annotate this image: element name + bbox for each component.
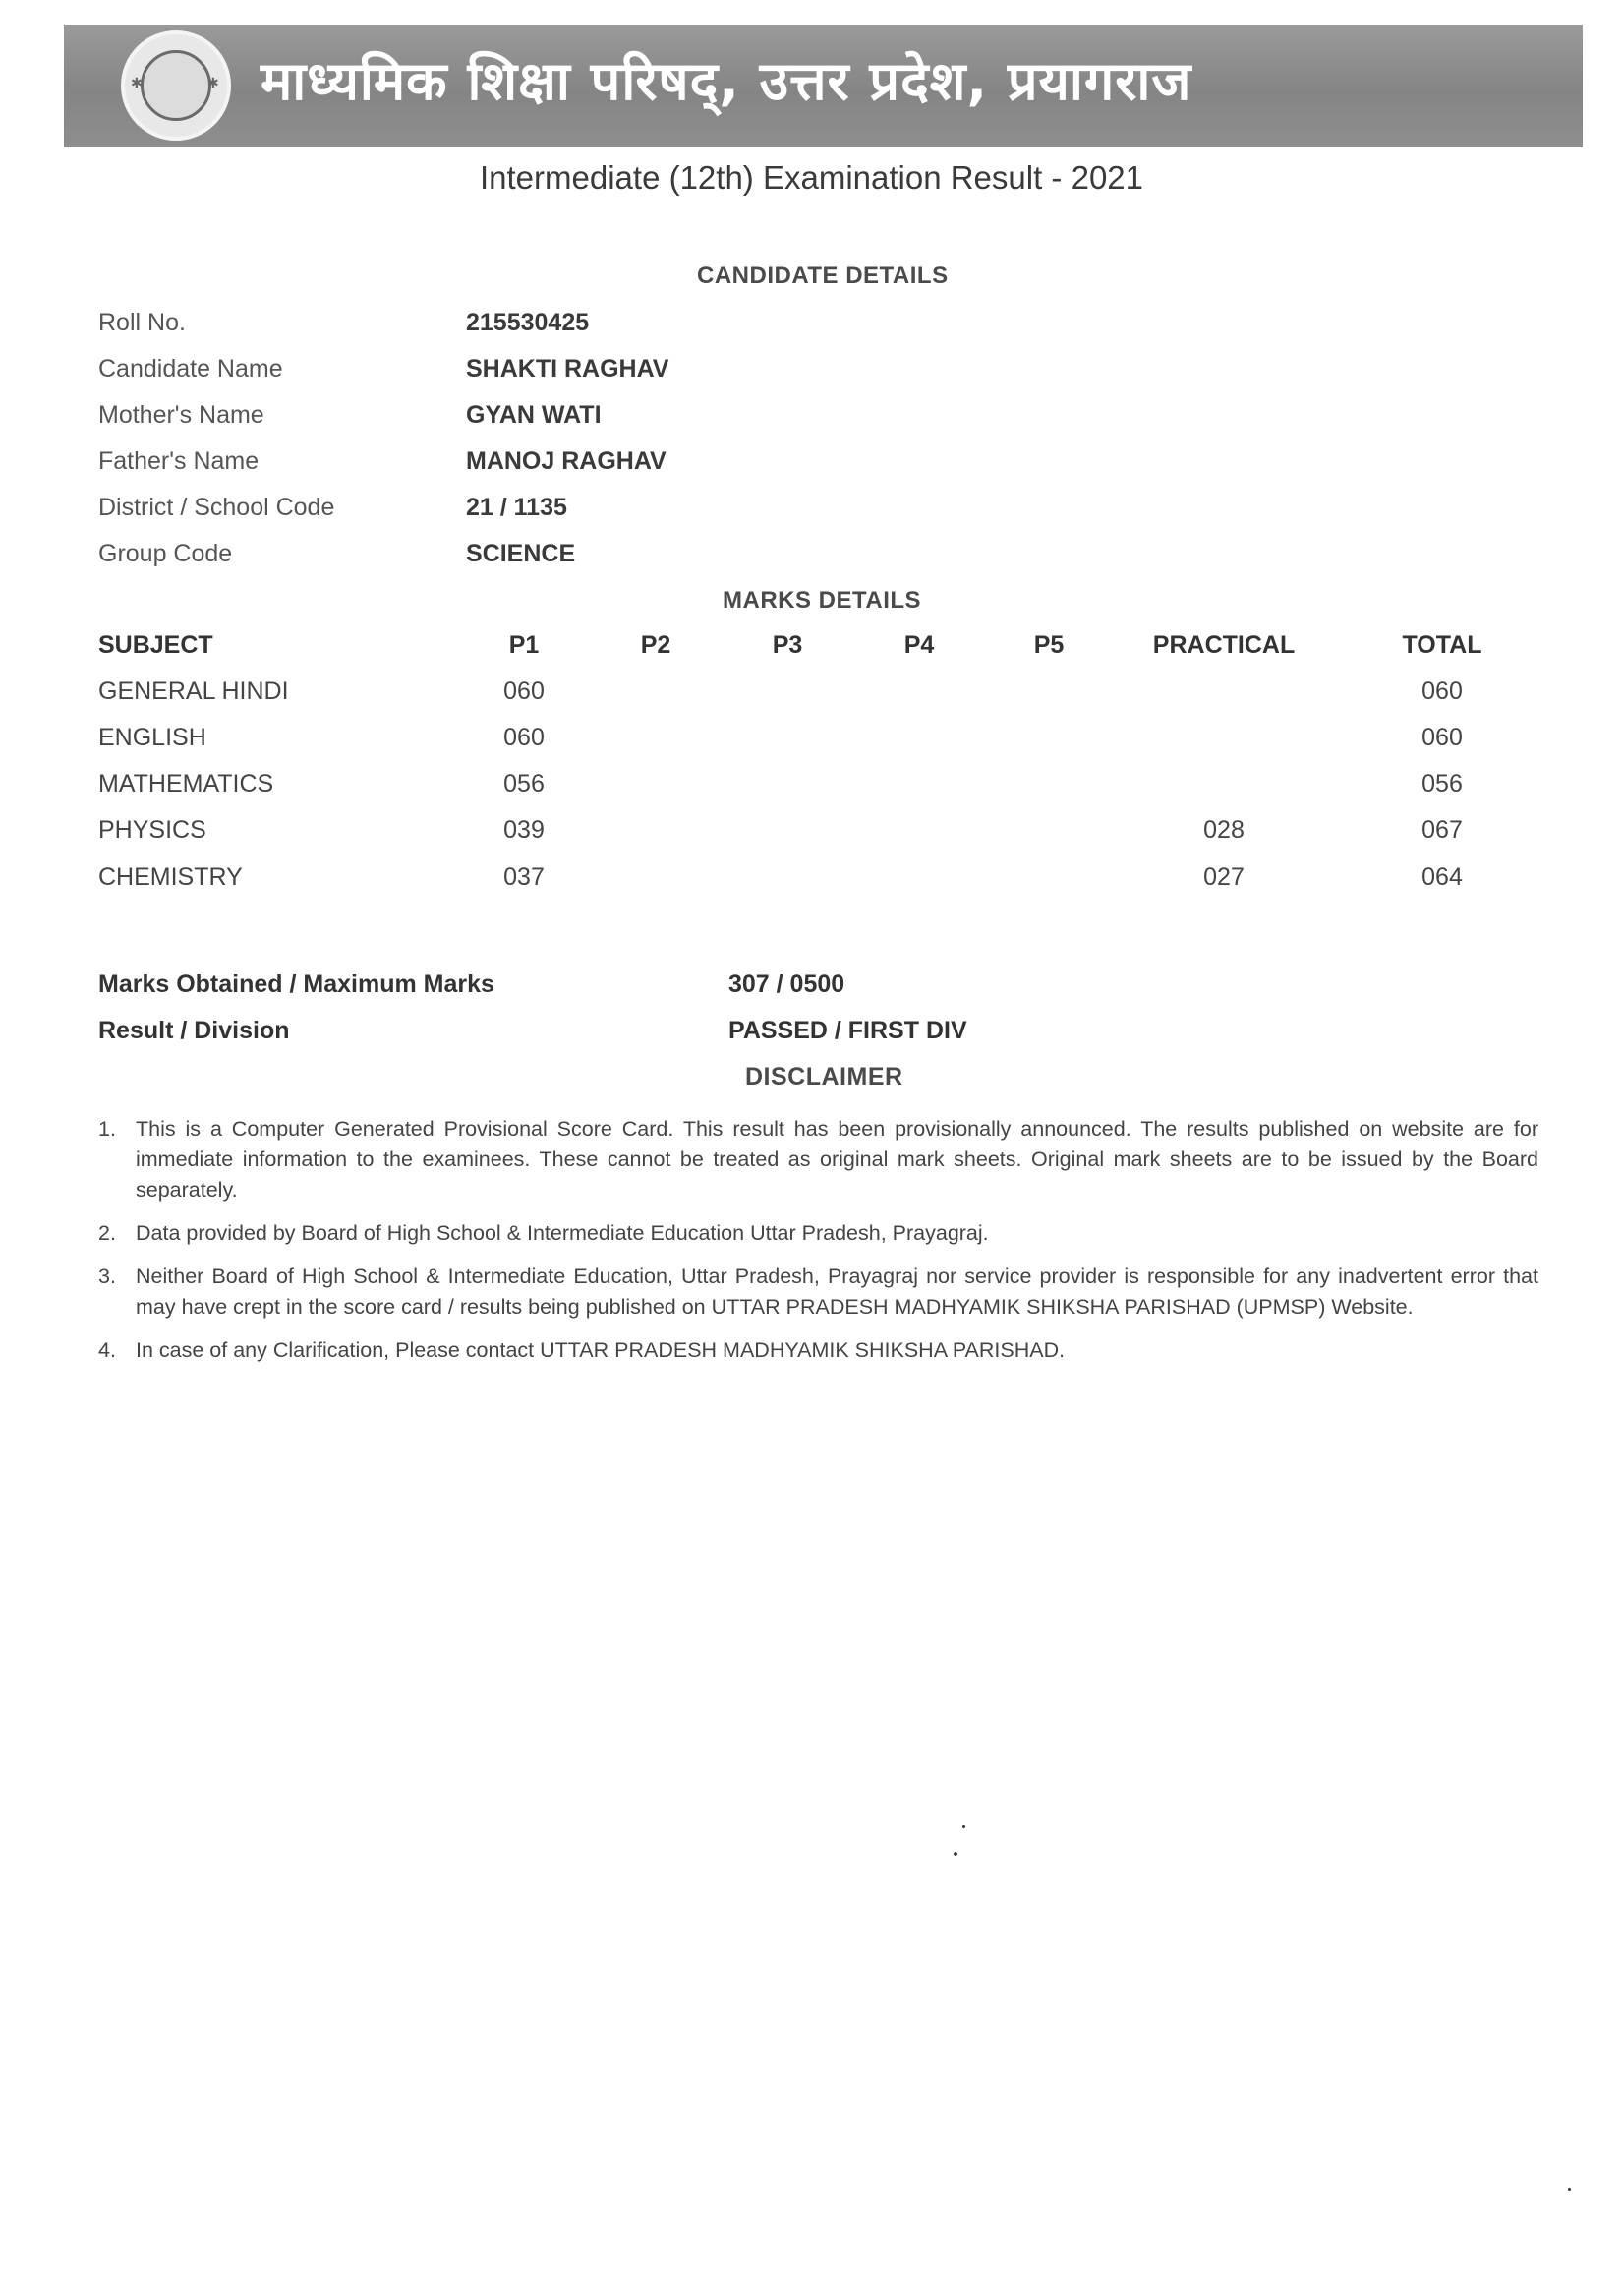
col-total: TOTAL [1402, 631, 1482, 659]
roll-no-label: Roll No. [98, 309, 186, 336]
marks-details-heading: MARKS DETAILS [723, 587, 922, 614]
marks-obtained-value: 307 / 0500 [728, 971, 845, 998]
district-school-code-value: 21 / 1135 [466, 494, 567, 521]
group-code-value: SCIENCE [466, 540, 576, 567]
row-practical: 027 [1203, 863, 1245, 891]
row-total: 064 [1421, 863, 1463, 891]
board-name-hindi: माध्यमिक शिक्षा परिषद्, उत्तर प्रदेश, प्रयागराज [261, 50, 1192, 112]
header-banner [64, 25, 1583, 147]
row-subject: GENERAL HINDI [98, 677, 289, 705]
disclaimer-list [98, 1114, 1538, 1379]
emblem-star-right: ✱ [207, 76, 219, 91]
col-p2: P2 [640, 631, 671, 659]
col-p4: P4 [903, 631, 935, 659]
row-subject: MATHEMATICS [98, 770, 274, 797]
scan-speck [954, 1852, 957, 1856]
list-item-number: 4. [98, 1338, 116, 1362]
col-p5: P5 [1033, 631, 1065, 659]
roll-no-value: 215530425 [466, 309, 590, 336]
row-p1: 039 [503, 816, 545, 844]
list-item-number: 2. [98, 1221, 116, 1245]
list-item-text: This is a Computer Generated Provisional Score Card. This result has been provisionally announced. The results published on website are for immediate information to the examinees. These cannot be treated as original mark sheets. Original mark sheets are to be issued by the Board separately. [136, 1117, 1538, 1202]
row-p1: 060 [503, 677, 545, 705]
candidate-name-label: Candidate Name [98, 355, 283, 383]
group-code-label: Group Code [98, 540, 233, 567]
emblem-center [141, 50, 211, 121]
row-p1: 056 [503, 770, 545, 797]
candidate-name-value: SHAKTI RAGHAV [466, 355, 669, 383]
list-item [98, 1218, 1538, 1249]
list-item [98, 1114, 1538, 1206]
scan-speck [1568, 2188, 1571, 2191]
result-division-value: PASSED / FIRST DIV [728, 1017, 967, 1044]
row-total: 060 [1421, 724, 1463, 751]
list-item-text: Neither Board of High School & Intermediate Education, Uttar Pradesh, Prayagraj nor service provider is responsible for any inadvertent error that may have crept in the score card / results being published on UTTAR PRADESH MADHYAMIK SHIKSHA PARISHAD (UPMSP) Website. [136, 1265, 1538, 1319]
disclaimer-heading: DISCLAIMER [745, 1063, 903, 1090]
result-division-label: Result / Division [98, 1017, 290, 1044]
row-practical: 028 [1203, 816, 1245, 844]
row-total: 060 [1421, 677, 1463, 705]
board-emblem-icon [121, 30, 231, 141]
row-subject: ENGLISH [98, 724, 206, 751]
row-subject: CHEMISTRY [98, 863, 243, 891]
list-item-number: 3. [98, 1265, 116, 1288]
mother-name-label: Mother's Name [98, 401, 264, 429]
father-name-value: MANOJ RAGHAV [466, 447, 667, 475]
exam-title: Intermediate (12th) Examination Result - 2021 [479, 159, 1144, 196]
list-item [98, 1262, 1538, 1323]
row-subject: PHYSICS [98, 816, 206, 844]
list-item-text: Data provided by Board of High School & Intermediate Education Uttar Pradesh, Prayagraj. [136, 1221, 989, 1245]
mother-name-value: GYAN WATI [466, 401, 602, 429]
col-subject: SUBJECT [98, 631, 213, 659]
row-p1: 060 [503, 724, 545, 751]
list-item-text: In case of any Clarification, Please contact UTTAR PRADESH MADHYAMIK SHIKSHA PARISHAD. [136, 1338, 1066, 1362]
col-p1: P1 [508, 631, 540, 659]
emblem-star-left: ✱ [131, 76, 143, 91]
scan-speck [962, 1825, 965, 1828]
list-item [98, 1335, 1538, 1366]
list-item-number: 1. [98, 1117, 116, 1141]
district-school-code-label: District / School Code [98, 494, 335, 521]
col-p3: P3 [772, 631, 803, 659]
father-name-label: Father's Name [98, 447, 260, 475]
row-total: 067 [1421, 816, 1463, 844]
marks-obtained-label: Marks Obtained / Maximum Marks [98, 971, 494, 998]
candidate-details-heading: CANDIDATE DETAILS [697, 263, 949, 289]
col-practical: PRACTICAL [1152, 631, 1296, 659]
row-total: 056 [1421, 770, 1463, 797]
row-p1: 037 [503, 863, 545, 891]
